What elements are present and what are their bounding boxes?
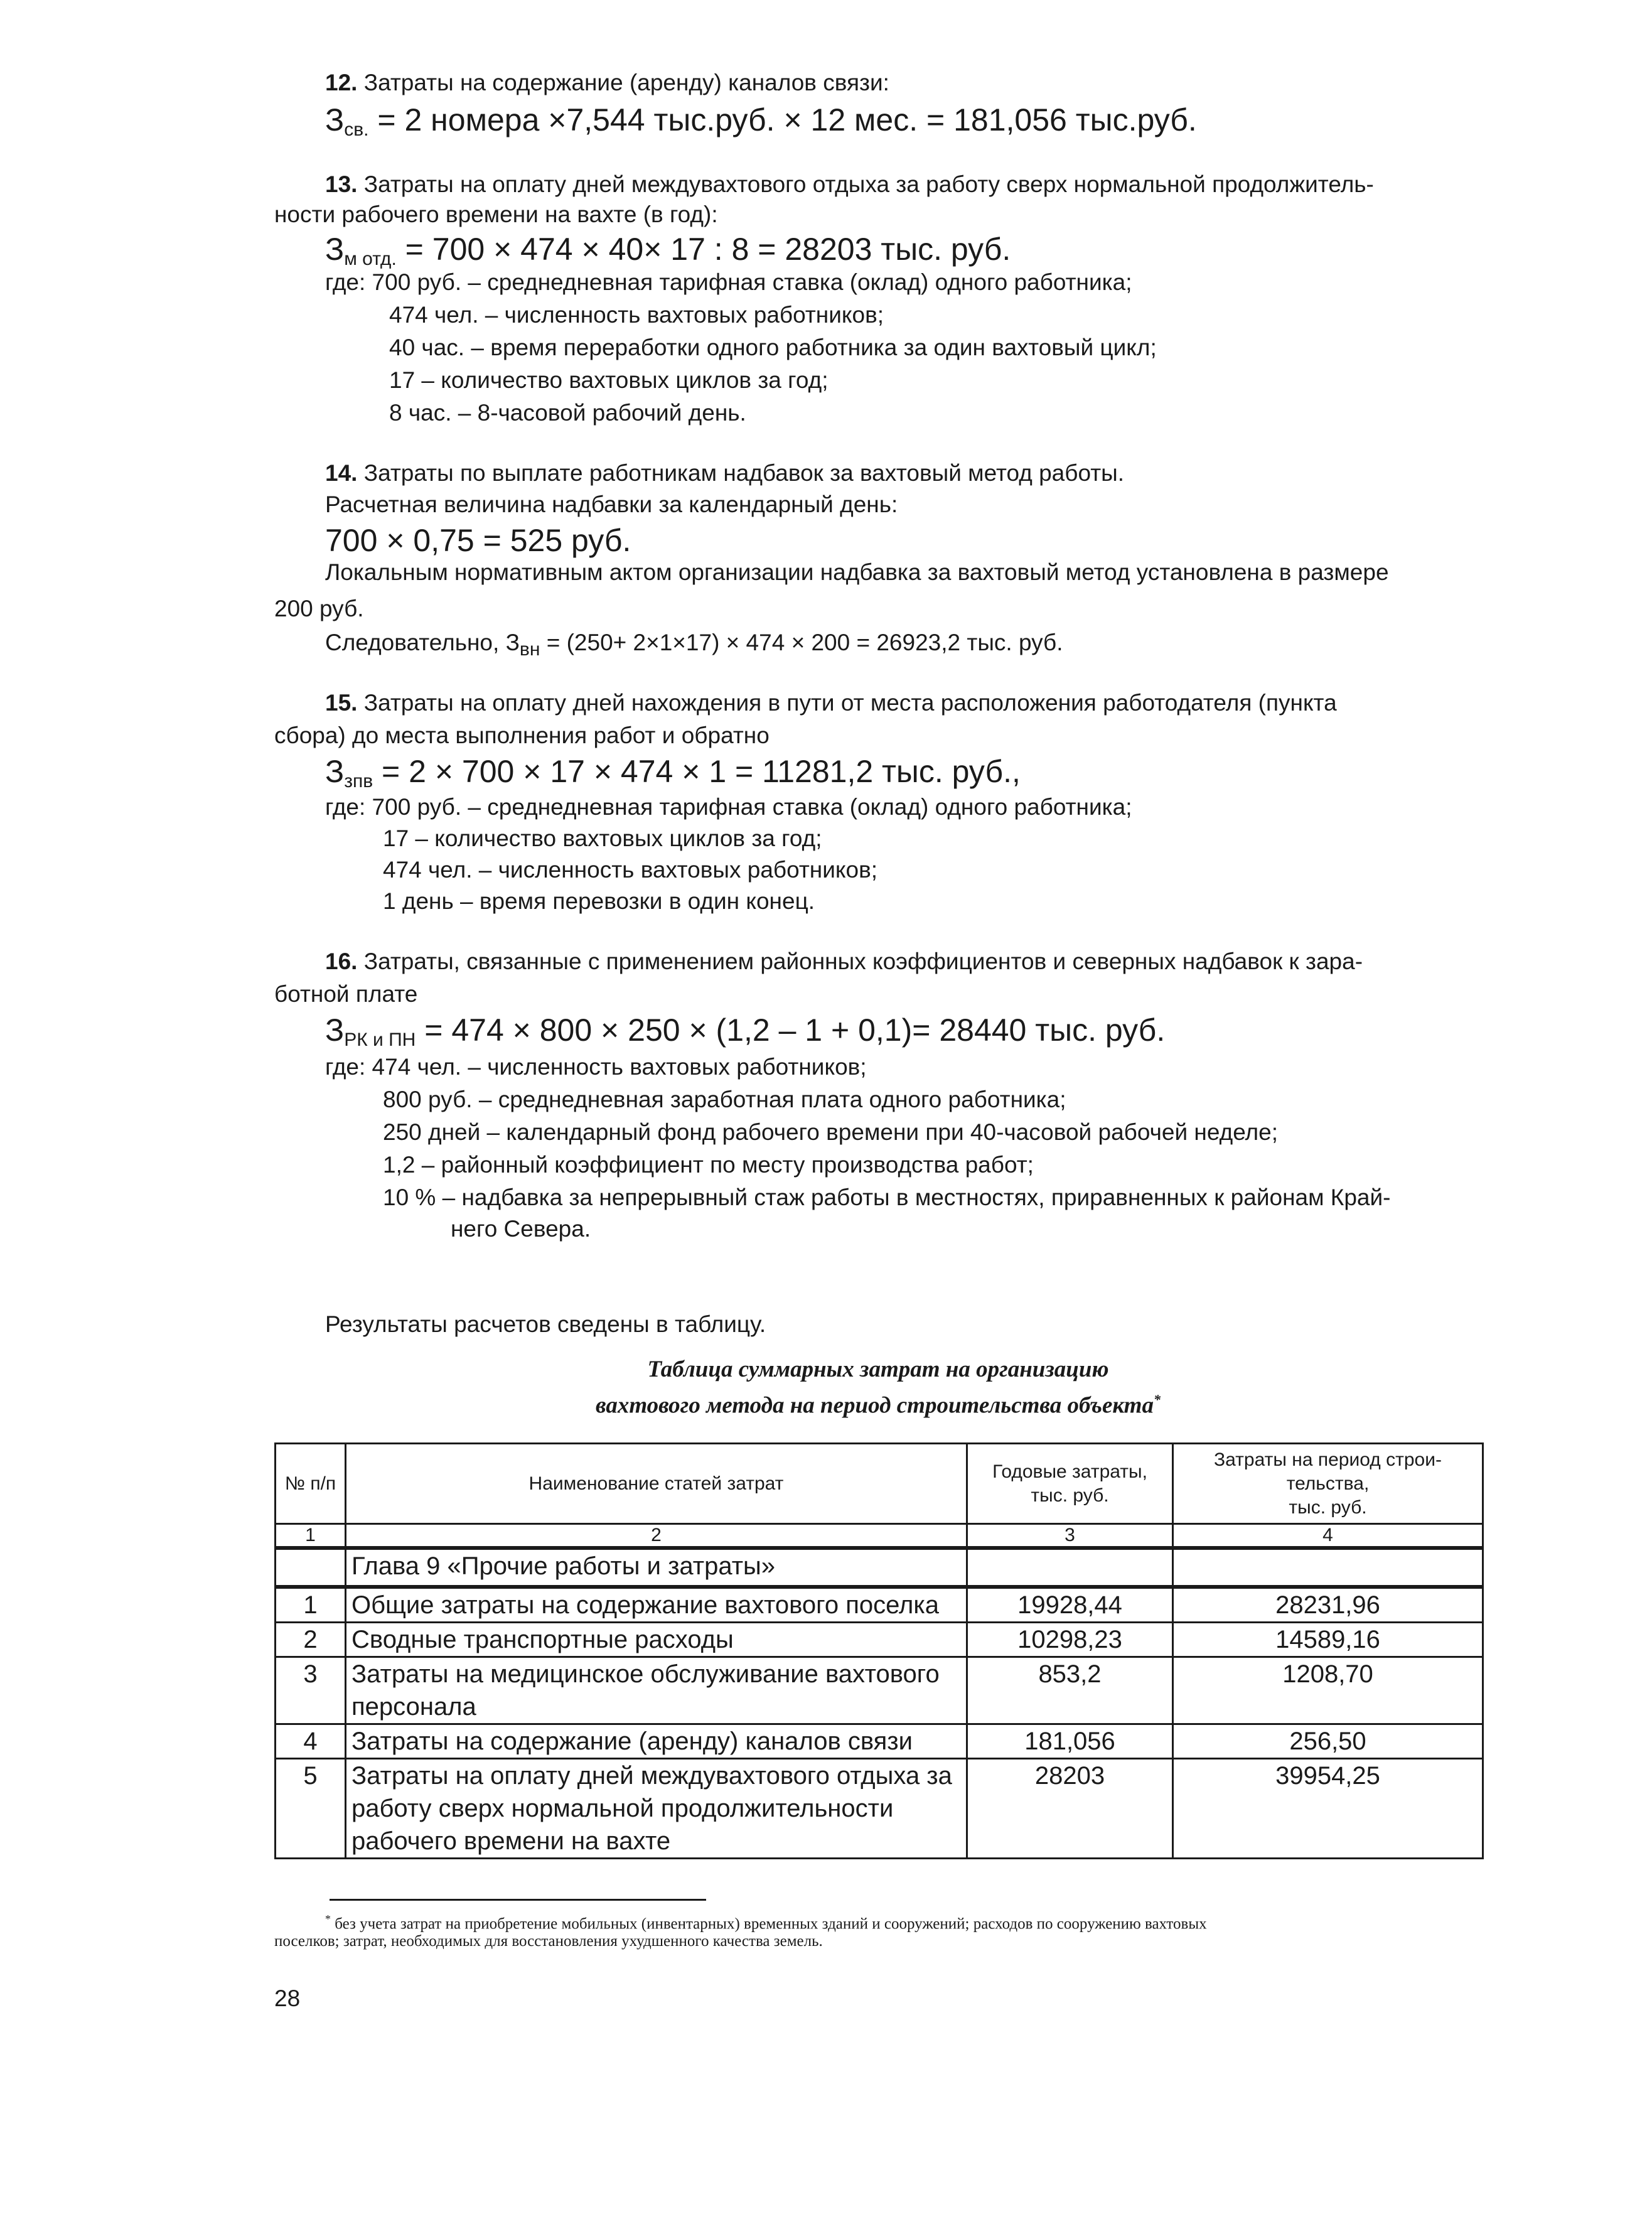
table-row — [276, 1724, 1483, 1759]
header-cell: № п/п — [276, 1444, 346, 1524]
row-number: 3 — [276, 1657, 346, 1724]
footnote-line2: поселков; затрат, необходимых для восстановления ухудшенного качества земель. — [274, 1933, 823, 1950]
s13-line1: 13. Затраты на оплату дней междувахтового отдыха за работу сверх нормальной продолжитель- — [325, 171, 1374, 197]
s15-where-1: 17 – количество вахтовых циклов за год; — [383, 825, 822, 851]
row-period: 256,50 — [1173, 1724, 1483, 1759]
s14-line4: 200 руб. — [274, 596, 364, 621]
table-row — [276, 1657, 1483, 1724]
cost-table — [274, 1442, 1484, 1859]
row-annual: 181,056 — [967, 1724, 1173, 1759]
page-number: 28 — [274, 1985, 301, 2011]
s12-formula: $З_{св.} = 2$ номера ×7,544 тыс.руб. × 12 мес. = 181,056 тыс.руб. — [325, 102, 1197, 140]
s14-line2: Расчетная величина надбавки за календарный день: — [325, 492, 898, 517]
s15-where-0: где: 700 руб. – среднедневная тарифная ставка (оклад) одного работника; — [325, 794, 1132, 820]
s13-formula: $З_{м отд.} = 700 \times 474 \times 40\times 17$ : 8 = 28203 тыс. руб. — [325, 232, 1011, 269]
table-cell — [967, 1548, 1173, 1587]
row-annual: 19928,44 — [967, 1587, 1173, 1623]
s15-where-3: 1 день – время перевозки в один конец. — [383, 888, 815, 914]
footnote-line1: * без учета затрат на приобретение мобильных (инвентарных) временных зданий и сооружений; расходов по сооружению вахтовых — [325, 1913, 1207, 1933]
column-number-row — [276, 1524, 1483, 1549]
row-period: 39954,25 — [1173, 1759, 1483, 1859]
row-name: Общие затраты на содержание вахтового поселка — [346, 1587, 967, 1623]
footnote-divider — [330, 1899, 706, 1901]
table-row — [276, 1623, 1483, 1657]
s16-formula: $З_{РК и ПН} = 474 \times 800 \times 250 \times (1,2 - 1 + 0,1)= 28440$ тыс. руб. — [325, 1013, 1166, 1050]
row-number: 5 — [276, 1759, 346, 1859]
table-cell — [1173, 1548, 1483, 1587]
row-number: 4 — [276, 1724, 346, 1759]
s12-title: 12. Затраты на содержание (аренду) каналов связи: — [325, 70, 889, 95]
row-annual: 853,2 — [967, 1657, 1173, 1724]
s13-where-1: 474 чел. – численность вахтовых работников; — [389, 302, 884, 328]
row-period: 1208,70 — [1173, 1657, 1483, 1724]
s16-where-2: 250 дней – календарный фонд рабочего времени при 40-часовой рабочей неделе; — [383, 1119, 1278, 1145]
s16-line1: 16. Затраты, связанные с применением районных коэффициентов и северных надбавок к зара- — [325, 948, 1363, 974]
s14-title: 14. Затраты по выплате работникам надбавок за вахтовый метод работы. — [325, 460, 1125, 486]
table-cell — [276, 1548, 346, 1587]
row-period: 28231,96 — [1173, 1587, 1483, 1623]
chapter-row — [276, 1548, 1483, 1587]
results-line: Результаты расчетов сведены в таблицу. — [325, 1311, 766, 1337]
s13-line2: ности рабочего времени на вахте (в год): — [274, 201, 718, 227]
s16-where-0: где: 474 чел. – численность вахтовых работников; — [325, 1054, 867, 1080]
table-row — [276, 1587, 1483, 1623]
row-number: 1 — [276, 1587, 346, 1623]
header-cell: Затраты на период строи- тельства, тыс. руб. — [1173, 1444, 1483, 1524]
s14-formula: 700 × 0,75 = 525 руб. — [325, 523, 631, 558]
column-number: 3 — [967, 1524, 1173, 1549]
row-annual: 28203 — [967, 1759, 1173, 1859]
s13-where-2: 40 час. – время переработки одного работника за один вахтовый цикл; — [389, 335, 1157, 360]
header-cell: Наименование статей затрат — [346, 1444, 967, 1524]
row-annual: 10298,23 — [967, 1623, 1173, 1657]
table-row — [276, 1759, 1483, 1859]
s16-where-5: него Севера. — [451, 1216, 591, 1242]
s14-line5: Следовательно, $З_{вн} = (250+ 2\times 1\times 17) \times 474 \times 200 = 26923,2$ тыс. руб. — [325, 630, 1063, 660]
table-caption-line2: вахтового метода на период строительства объекта* — [596, 1392, 1161, 1419]
s16-line2: ботной плате — [274, 981, 418, 1007]
row-name: Затраты на оплату дней междувахтового отдыха за работу сверх нормальной продолжительности рабочего времени на вахте — [346, 1759, 967, 1859]
s15-where-2: 474 чел. – численность вахтовых работников; — [383, 857, 878, 883]
s14-line3: Локальным нормативным актом организации надбавка за вахтовый метод установлена в размере — [325, 559, 1389, 585]
chapter-title: Глава 9 «Прочие работы и затраты» — [346, 1548, 967, 1587]
row-name: Сводные транспортные расходы — [346, 1623, 967, 1657]
header-cell: Годовые затраты, тыс. руб. — [967, 1444, 1173, 1524]
row-number: 2 — [276, 1623, 346, 1657]
s13-where-3: 17 – количество вахтовых циклов за год; — [389, 367, 829, 393]
s13-where-0: где: 700 руб. – среднедневная тарифная ставка (оклад) одного работника; — [325, 269, 1132, 295]
row-period: 14589,16 — [1173, 1623, 1483, 1657]
column-number: 1 — [276, 1524, 346, 1549]
s15-formula: $З_{зпв} = 2 \times 700 \times 17 \times 474 \times 1 = 11281,2$ тыс. руб., — [325, 754, 1021, 792]
s16-where-4: 10 % – надбавка за непрерывный стаж работы в местностях, приравненных к районам Край- — [383, 1185, 1391, 1210]
row-name: Затраты на медицинское обслуживание вахтового персонала — [346, 1657, 967, 1724]
s15-line1: 15. Затраты на оплату дней нахождения в пути от места расположения работодателя (пункта — [325, 690, 1337, 716]
column-number: 4 — [1173, 1524, 1483, 1549]
table-header-row — [276, 1444, 1483, 1524]
s16-where-1: 800 руб. – среднедневная заработная плата одного работника; — [383, 1087, 1066, 1112]
s16-where-3: 1,2 – районный коэффициент по месту производства работ; — [383, 1152, 1034, 1178]
column-number: 2 — [346, 1524, 967, 1549]
s15-line2: сбора) до места выполнения работ и обратно — [274, 723, 770, 748]
s13-where-4: 8 час. – 8-часовой рабочий день. — [389, 400, 746, 426]
table-caption-line1: Таблица суммарных затрат на организацию — [647, 1356, 1109, 1382]
row-name: Затраты на содержание (аренду) каналов связи — [346, 1724, 967, 1759]
